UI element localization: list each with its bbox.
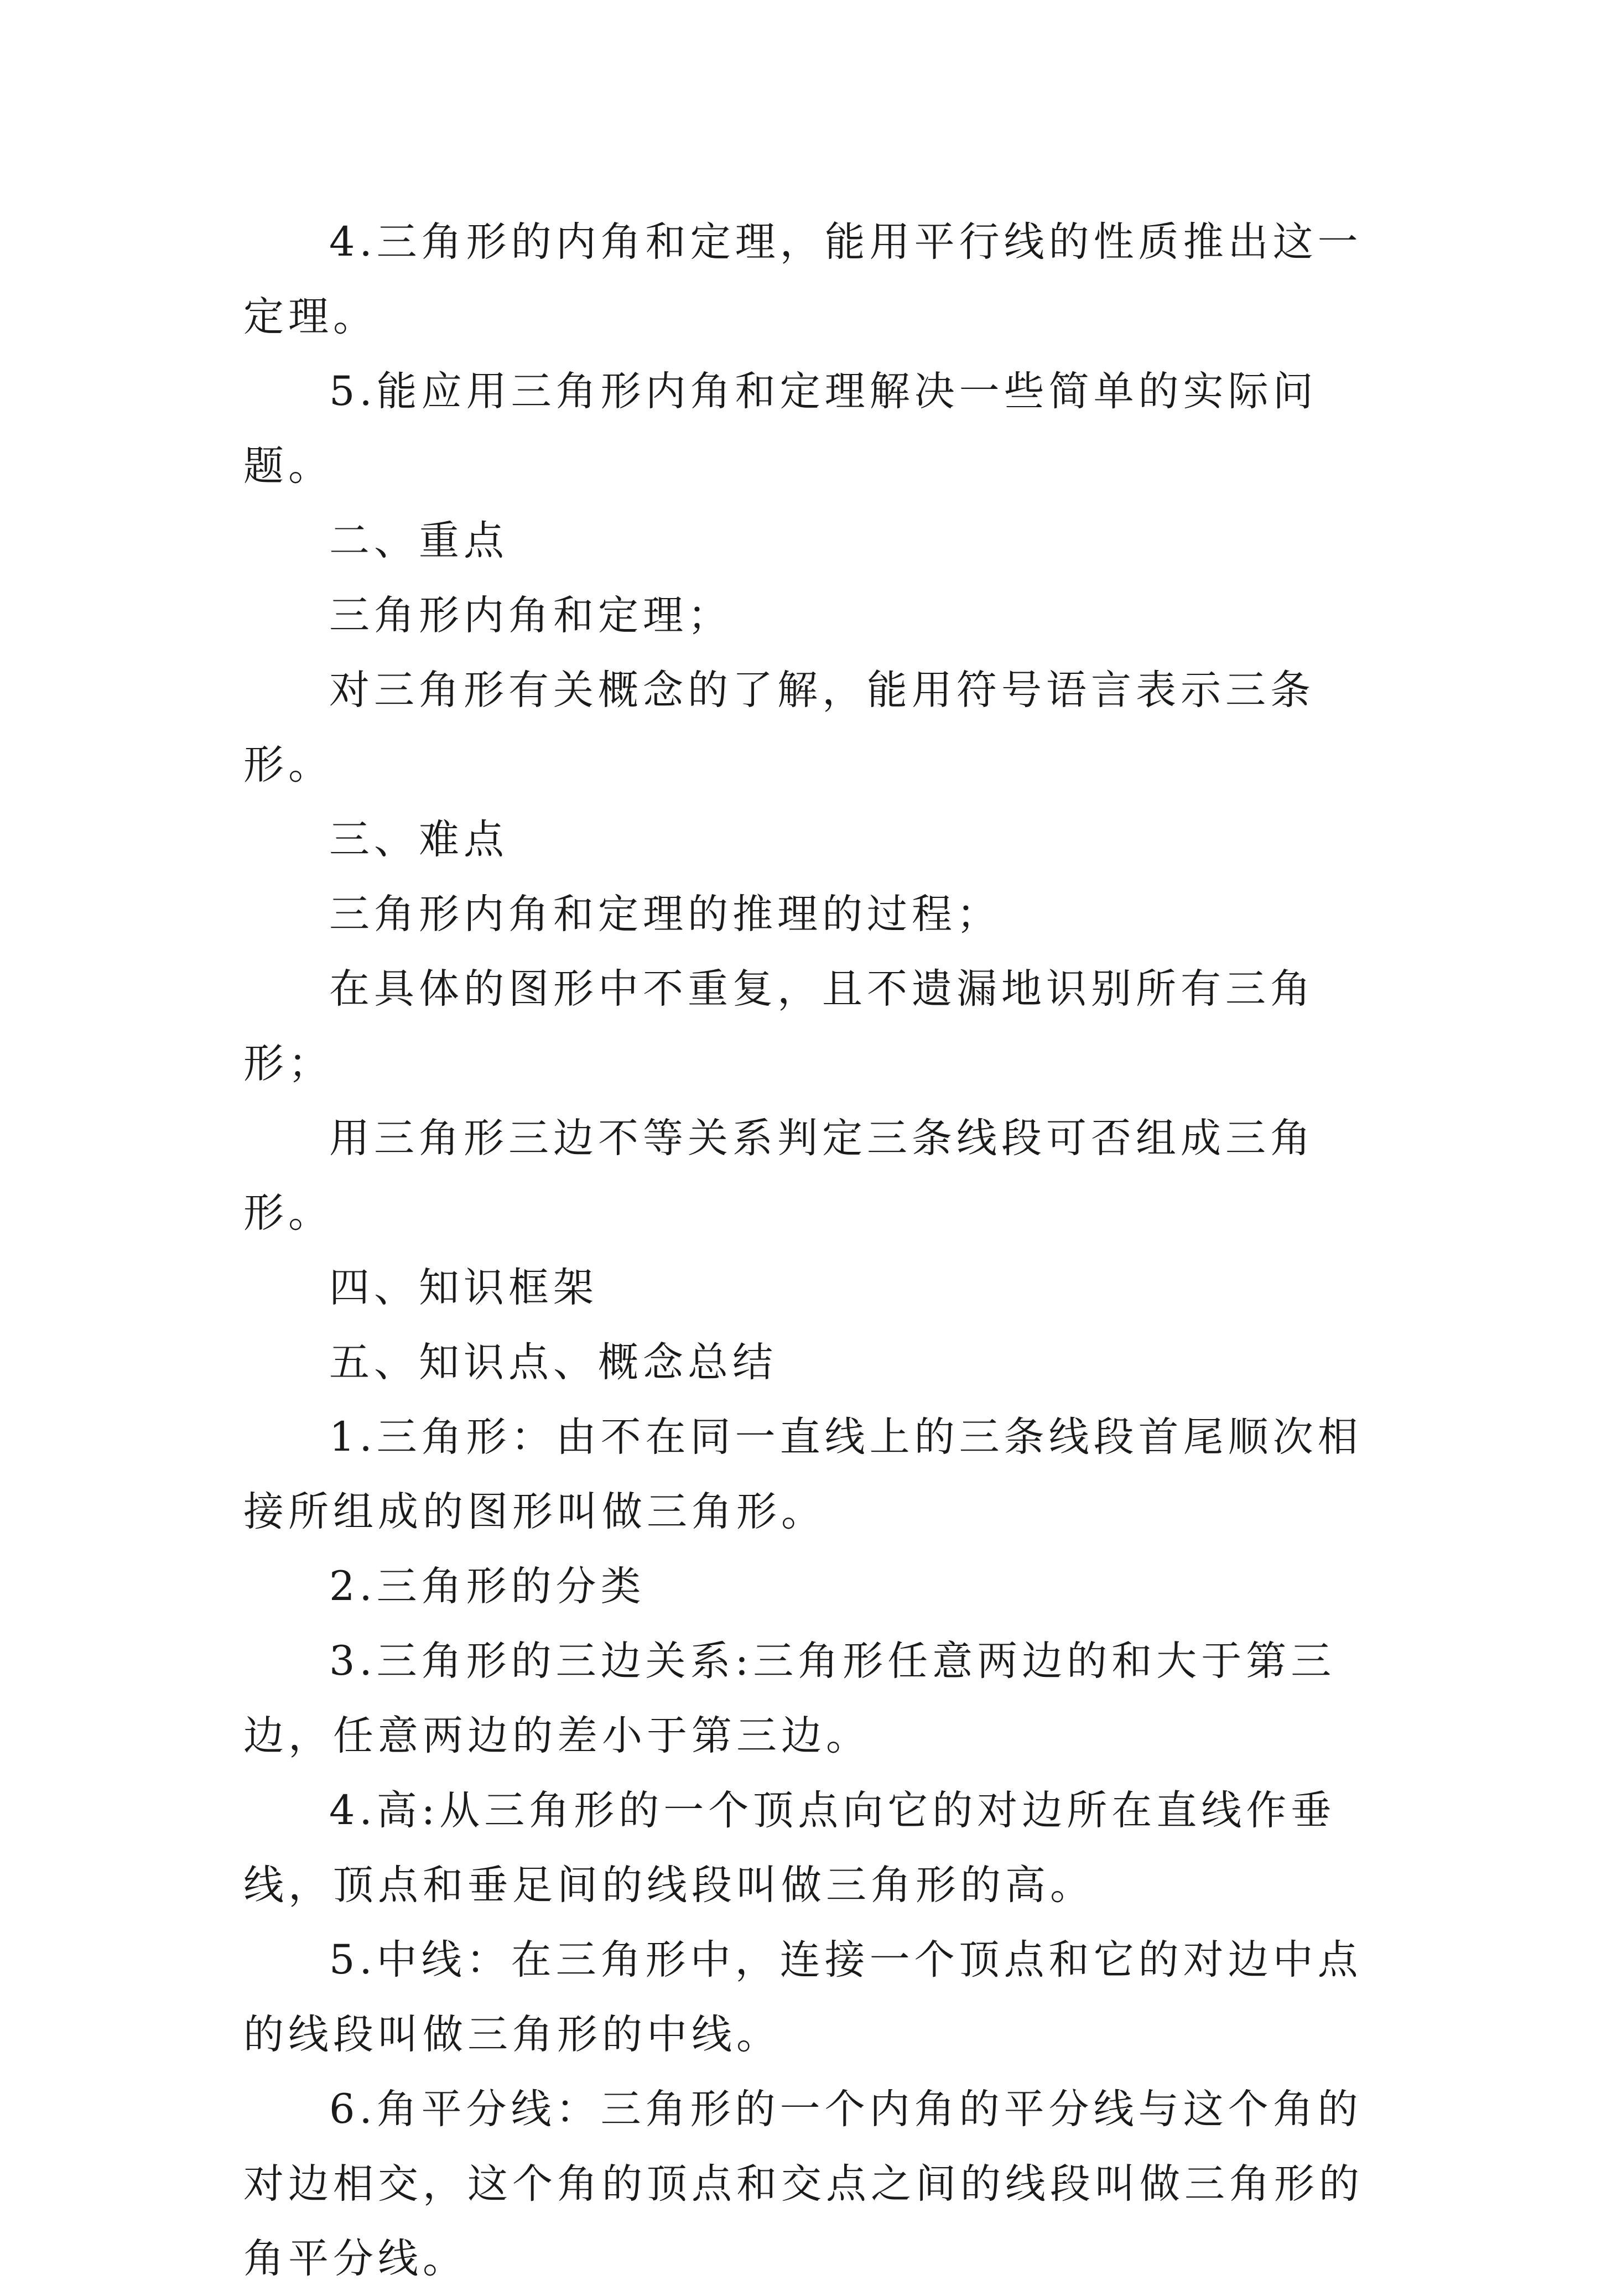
paragraph-difficulty-2: 在具体的图形中不重复，且不遗漏地识别所有三角形； [243,965,1315,1087]
paragraph-concept-classification: 2.三角形的分类 [329,1563,646,1610]
section-heading-concept-summary: 五、知识点、概念总结 [329,1339,777,1386]
paragraph-concept-triangle: 1.三角形：由不在同一直线上的三条线段首尾顺次相接所组成的图形叫做三角形。 [243,1414,1363,1535]
paragraph-concept-altitude: 4.高:从三角形的一个顶点向它的对边所在直线作垂线，顶点和垂足间的线段叫做三角形的高。 [243,1787,1336,1909]
paragraph-concept-median: 5.中线：在三角形中，连接一个顶点和它的对边中点的线段叫做三角形的中线。 [243,1936,1363,2058]
paragraph-difficulty-1: 三角形内角和定理的推理的过程； [329,891,1001,938]
section-heading-difficulties: 三、难点 [329,816,508,863]
paragraph-concept-angle-bisector: 6.角平分线：三角形的一个内角的平分线与这个角的对边相交，这个角的顶点和交点之间的线段叫做三角形的角平分线。 [243,2086,1364,2282]
section-heading-key-points: 二、重点 [329,517,508,564]
paragraph-difficulty-3: 用三角形三边不等关系判定三条线段可否组成三角形。 [243,1115,1315,1237]
paragraph-objective-4: 4.三角形的内角和定理，能用平行线的性质推出这一定理。 [243,219,1363,340]
paragraph-objective-5: 5.能应用三角形内角和定理解决一些简单的实际问题。 [243,368,1318,490]
paragraph-concept-side-relation: 3.三角形的三边关系:三角形任意两边的和大于第三边，任意两边的差小于第三边。 [243,1638,1336,1759]
document-body [243,205,1369,2296]
paragraph-key-point-2: 对三角形有关概念的了解，能用符号语言表示三条形。 [243,667,1315,788]
section-heading-knowledge-framework: 四、知识框架 [329,1264,598,1311]
paragraph-key-point-1: 三角形内角和定理； [329,592,732,639]
